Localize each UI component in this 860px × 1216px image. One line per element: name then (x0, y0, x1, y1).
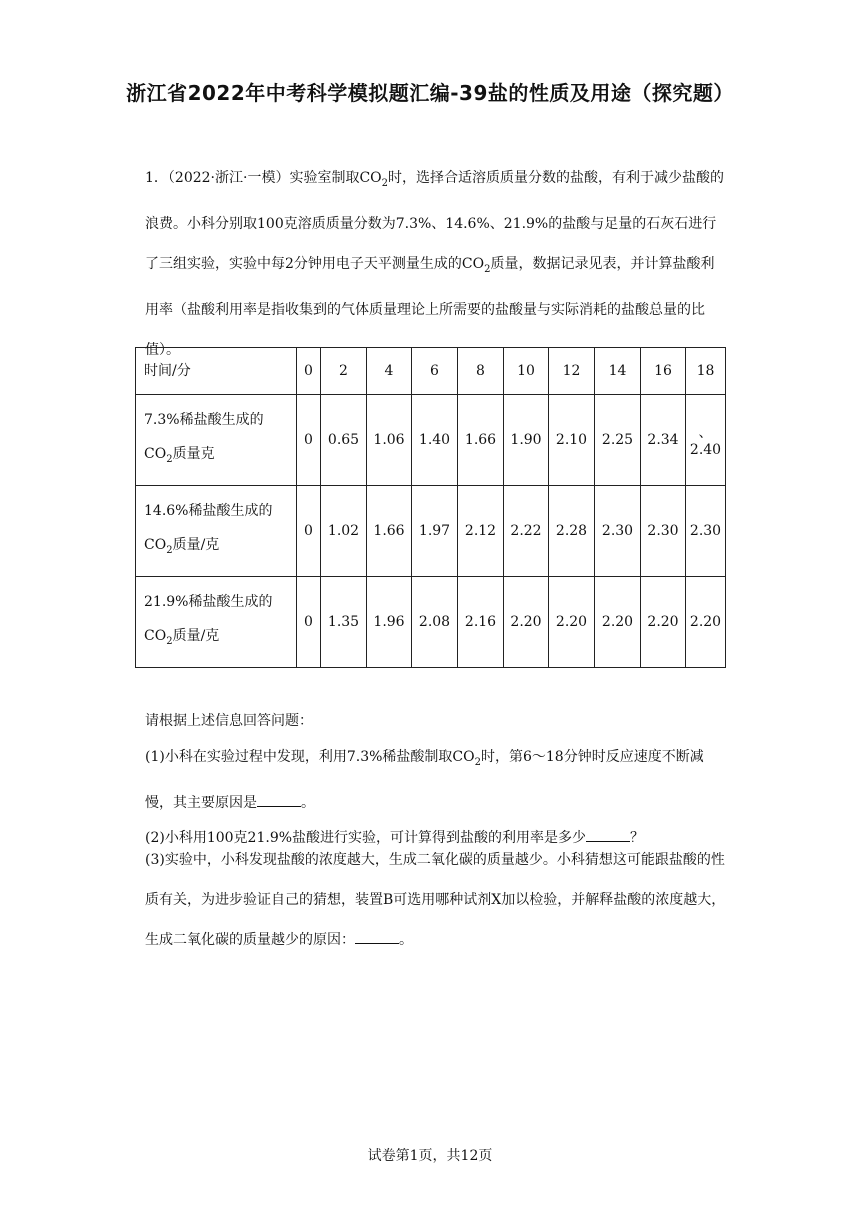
table-header-row (136, 348, 726, 395)
header-cell: 12 (549, 348, 595, 395)
header-cell: 14 (595, 348, 641, 395)
header-cell: 2 (321, 348, 367, 395)
table-cell: 1.66 (367, 486, 412, 577)
co2-formula: $CO_2$ (359, 170, 389, 189)
row-label: 21.9%稀盐酸生成的 $CO_2$质量/克 (136, 577, 297, 668)
table-cell: 1.97 (412, 486, 458, 577)
table-cell: 1.02 (321, 486, 367, 577)
header-cell: 8 (458, 348, 504, 395)
table-cell: 2.16 (458, 577, 504, 668)
table-cell: 1.40 (412, 395, 458, 486)
table-cell: 1.06 (367, 395, 412, 486)
question-1-stem: 1．（2022·浙江·一模）实验室制取$CO_2$时，选择合适溶质质量分数的盐酸，有利于减少盐酸的浪费。小科分别取100克溶质质量分数为7.3%、14.6%、21.9%的盐酸与足量的石灰石进行了三组实验，实验中每2分钟用电子天平测量生成的$CO_2$质量，数据记录见表，并计算盐酸利用率（盐酸利用率是指收集到的气体质量理论上所需要的盐酸量与实际消耗的盐酸总量的比值）。 (145, 170, 725, 358)
table-cell: 2.20 (641, 577, 686, 668)
table-cell: 2.10 (549, 395, 595, 486)
table-cell: 2.12 (458, 486, 504, 577)
sub-question-3: (3)实验中，小科发现盐酸的浓度越大，生成二氧化碳的质量越少。小科猜想这可能跟盐酸的性质有关，为进步验证自己的猜想，装置B可选用哪种试剂X加以检验，并解释盐酸的浓度越大，生成二氧化碳的质量越少的原因： 。 (145, 852, 726, 948)
table-cell: 2.20 (549, 577, 595, 668)
header-cell: 4 (367, 348, 412, 395)
header-cell: 16 (641, 348, 686, 395)
table-row (136, 577, 726, 668)
table-cell: 1.96 (367, 577, 412, 668)
questions-intro: 请根据上述信息回答问题： (145, 713, 313, 729)
table-cell: 2.22 (504, 486, 549, 577)
row-label: 7.3%稀盐酸生成的 $CO_2$质量克 (136, 395, 297, 486)
header-cell: 6 (412, 348, 458, 395)
co2-formula: $CO_2$ (452, 749, 481, 768)
table-cell: 2.20 (595, 577, 641, 668)
table-cell: 2.30 (641, 486, 686, 577)
data-table (135, 347, 726, 668)
answer-blank[interactable] (257, 794, 301, 807)
table-cell: 2.25 (595, 395, 641, 486)
header-cell: 10 (504, 348, 549, 395)
table-cell: 1.66 (458, 395, 504, 486)
co2-formula: $CO_2$ (461, 255, 491, 275)
table-cell: 2.30 (595, 486, 641, 577)
question-source: （2022·浙江·一模） (167, 170, 290, 186)
header-cell: 0 (297, 348, 321, 395)
table-cell: 0 (297, 577, 321, 668)
header-cell: 18 (686, 348, 726, 395)
page-title: 浙江省2022年中考科学模拟题汇编-39盐的性质及用途（探究题） (126, 81, 734, 105)
table-cell: 1.35 (321, 577, 367, 668)
sub-question-1: (1)小科在实验过程中发现，利用7.3%稀盐酸制取$CO_2$时，第6～18分钟时反应速度不断减慢，其主要原因是 。 (145, 749, 704, 811)
table-cell: 0 (297, 486, 321, 577)
table-cell: 2.30 (686, 486, 726, 577)
answer-blank[interactable] (355, 931, 399, 944)
header-label: 时间/分 (136, 348, 297, 395)
table-row (136, 486, 726, 577)
table-cell: 2.08 (412, 577, 458, 668)
table-cell: 2.34 (641, 395, 686, 486)
table-cell: 0 (297, 395, 321, 486)
table-cell: 2.20 (686, 577, 726, 668)
table-cell: 0.65 (321, 395, 367, 486)
question-number: 1． (145, 170, 168, 186)
page-footer: 试卷第1页，共12页 (367, 1148, 493, 1164)
table-cell: 2.20 (504, 577, 549, 668)
table-cell: 1.90 (504, 395, 549, 486)
sub-question-2: (2)小科用100克21.9%盐酸进行实验，可计算得到盐酸的利用率是多少 ？ (145, 830, 645, 846)
table-row (136, 395, 726, 486)
row-label: 14.6%稀盐酸生成的 $CO_2$质量/克 (136, 486, 297, 577)
table-cell: 、2.40 (686, 395, 726, 486)
table-cell: 2.28 (549, 486, 595, 577)
